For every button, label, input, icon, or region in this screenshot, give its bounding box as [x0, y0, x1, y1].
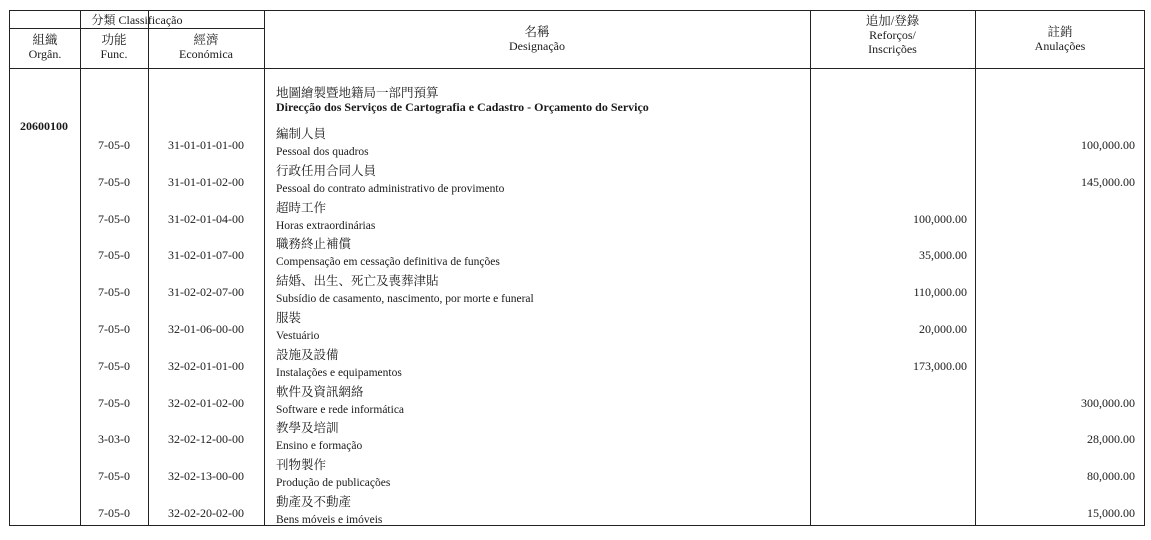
reinforcement-amount: 100,000.00	[913, 211, 967, 226]
econ-code: 32-01-06-00-00	[168, 322, 244, 336]
reinforcement-amount: 20,000.00	[919, 322, 967, 336]
annulment-amount: 300,000.00	[1081, 395, 1135, 410]
econ-code: 31-01-01-02-00	[168, 174, 244, 189]
designation-zh: 行政任用合同人員	[276, 163, 377, 178]
econ-header: 經濟 Económica	[179, 33, 233, 61]
organ-code: 20600100	[20, 119, 68, 133]
func-code: 7-05-0	[98, 469, 130, 484]
designation-pt: Compensação em cessação definitiva de funções	[276, 256, 500, 269]
econ-code: 31-02-01-04-00	[168, 211, 244, 226]
econ-code: 31-02-01-07-00	[168, 248, 244, 263]
reinforcement-amount: 110,000.00	[913, 285, 967, 300]
func-code: 7-05-0	[98, 174, 130, 189]
econ-code: 32-02-13-00-00	[168, 469, 244, 484]
econ-code: 31-01-01-01-00	[168, 138, 244, 152]
designation-pt: Produção de publicações	[276, 477, 391, 490]
header-bottom-line	[10, 68, 1144, 69]
econ-code: 31-02-02-07-00	[168, 285, 244, 300]
econ-code: 32-02-20-02-00	[168, 506, 244, 520]
func-code: 7-05-0	[98, 211, 130, 226]
organ-title-zh: 地圖繪製暨地籍局一部門預算	[276, 86, 439, 100]
designation-pt: Bens móveis e imóveis	[276, 514, 383, 526]
designation-zh: 職務終止補償	[276, 237, 352, 252]
annulment-amount: 80,000.00	[1087, 469, 1135, 484]
reinforcement-amount: 173,000.00	[913, 358, 967, 373]
designation-zh: 刊物製作	[276, 458, 327, 473]
col-divider	[148, 11, 149, 525]
designation-pt: Pessoal do contrato administrativo de provimento	[276, 182, 505, 195]
econ-code: 32-02-01-01-00	[168, 358, 244, 373]
designation-pt: Instalações e equipamentos	[276, 366, 402, 379]
annulment-amount: 28,000.00	[1087, 432, 1135, 447]
designation-zh: 設施及設備	[276, 347, 339, 362]
func-code: 7-05-0	[98, 248, 130, 263]
func-code: 7-05-0	[98, 285, 130, 300]
designation-header: 名稱 Designação	[509, 25, 565, 53]
econ-code: 32-02-12-00-00	[168, 432, 244, 447]
budget-table	[9, 10, 1145, 526]
func-code: 7-05-0	[98, 506, 130, 520]
annulment-amount: 145,000.00	[1081, 174, 1135, 189]
annulment-amount: 100,000.00	[1081, 138, 1135, 152]
func-code: 3-03-0	[98, 432, 130, 447]
econ-code: 32-02-01-02-00	[168, 395, 244, 410]
col-divider	[264, 11, 265, 525]
col-divider	[80, 11, 81, 525]
designation-pt: Subsídio de casamento, nascimento, por morte e funeral	[276, 293, 534, 306]
organ-title-pt: Direcção dos Serviços de Cartografia e Cadastro - Orçamento do Serviço	[276, 100, 649, 114]
designation-zh: 超時工作	[276, 200, 327, 215]
func-header: 功能 Func.	[100, 33, 128, 61]
func-code: 7-05-0	[98, 395, 130, 410]
designation-zh: 編制人員	[276, 127, 327, 141]
reinforcements-header: 追加/登錄 Reforços/ Inscrições	[865, 14, 920, 56]
designation-pt: Horas extraordinárias	[276, 219, 376, 232]
designation-zh: 教學及培訓	[276, 421, 339, 436]
func-code: 7-05-0	[98, 138, 130, 152]
designation-zh: 結婚、出生、死亡及喪葬津貼	[276, 274, 439, 289]
annulments-header: 註銷 Anulações	[1034, 25, 1086, 53]
designation-zh: 服裝	[276, 311, 302, 325]
designation-pt: Software e rede informática	[276, 403, 405, 416]
designation-zh: 動產及不動產	[276, 495, 352, 509]
col-divider	[810, 11, 811, 525]
func-code: 7-05-0	[98, 322, 130, 336]
classification-header: 分類 Classificação	[91, 13, 183, 27]
designation-pt: Pessoal dos quadros	[276, 146, 369, 158]
designation-zh: 軟件及資訊網絡	[276, 384, 364, 399]
col-divider	[975, 11, 976, 525]
designation-pt: Vestuário	[276, 330, 320, 342]
organ-header: 組織 Orgân.	[28, 33, 62, 61]
func-code: 7-05-0	[98, 358, 130, 373]
designation-pt: Ensino e formação	[276, 440, 363, 453]
reinforcement-amount: 35,000.00	[919, 248, 967, 263]
annulment-amount: 15,000.00	[1087, 506, 1135, 520]
classification-divider	[10, 28, 264, 29]
